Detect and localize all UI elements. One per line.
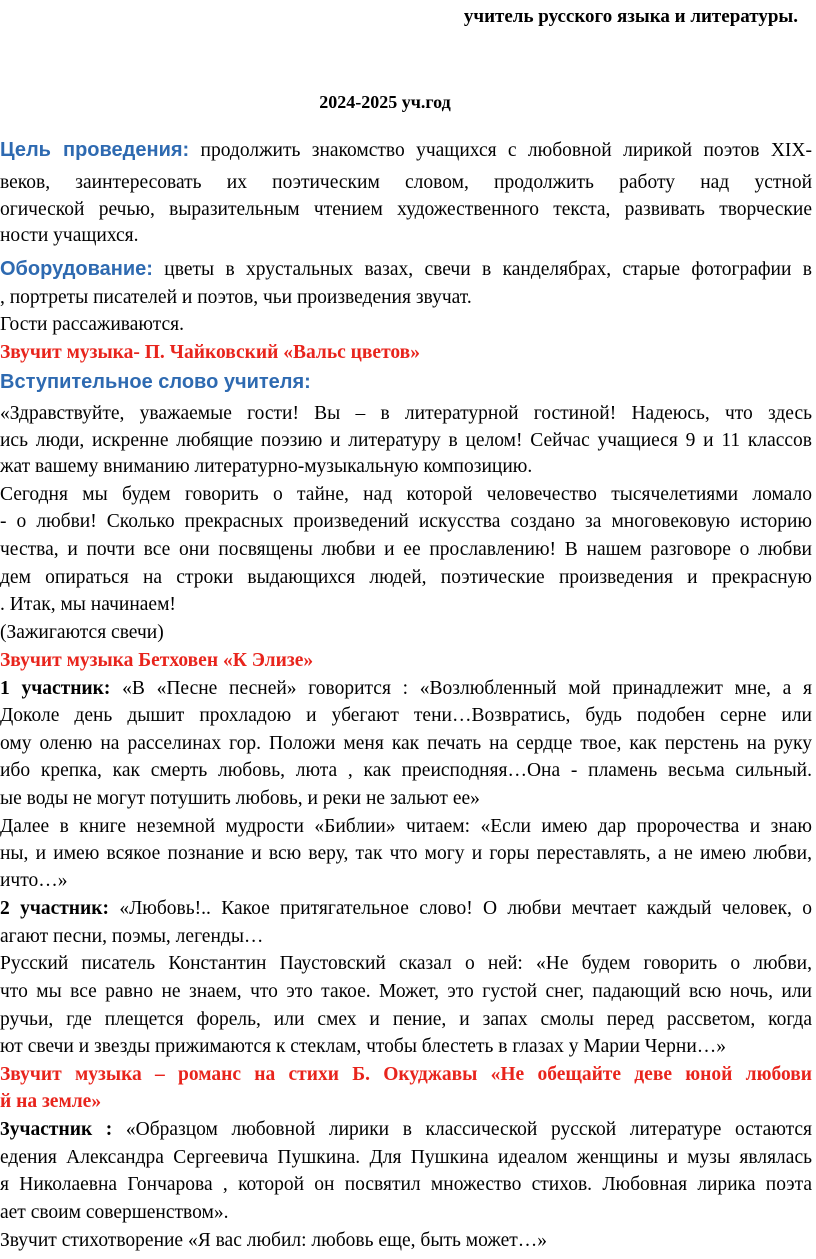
equipment-line-2: , портреты писателей и поэтов, чьи произведения звучат.: [0, 287, 472, 308]
candles-line: (Зажигаются свечи): [0, 622, 164, 643]
intro-heading: Вступительное слово учителя:: [0, 371, 311, 393]
participant1-line-8: ичто…»: [0, 870, 68, 891]
music-cue-2: Звучит музыка Бетховен «К Элизе»: [0, 650, 314, 671]
music-cue-1: Звучит музыка- П. Чайковский «Вальс цветов»: [0, 342, 420, 363]
equipment-label: Оборудование:: [0, 258, 153, 280]
participant1-line-4: ибо крепка, как смерть любовь, люта , как преисподняя…Она - пламень весьма сильный.: [0, 760, 812, 781]
intro-line-1: «Здравствуйте, уважаемые гости! Вы – в литературной гостиной! Надеюсь, что здесь: [0, 403, 812, 424]
intro-line-4: Сегодня мы будем говорить о тайне, над которой человечество тысячелетиями ломало: [0, 484, 812, 505]
goal-label: Цель проведения:: [0, 139, 190, 161]
participant1-line-3: ому оленю на расселинах гор. Положи меня как печать на сердце твое, как перстень на руку: [0, 733, 812, 754]
participant3-line-2: едения Александра Сергеевича Пушкина. Для Пушкина идеалом женщины и музы являлась: [0, 1147, 812, 1168]
intro-line-5: - о любви! Сколько прекрасных произведений искусства создано за многовековую историю: [0, 511, 812, 532]
music-cue-3-line-1: Звучит музыка – романс на стихи Б. Окуджавы «Не обещайте деве юной любови: [0, 1064, 812, 1085]
participant2-label: 2 участник:: [0, 898, 109, 919]
music-cue-3-line-2: й на земле»: [0, 1091, 102, 1112]
goal-line-2: веков, заинтересовать их поэтическим словом, продолжить работу над устной: [0, 172, 812, 193]
participant3-line-1: 3участник : «Образцом любовной лирики в классической русской литературе остаются: [0, 1119, 813, 1140]
participant3-label: 3участник :: [0, 1119, 113, 1140]
participant3-line-3: я Николаевна Гончарова , которой он посвятил множество стихов. Любовная лирика поэта: [0, 1174, 812, 1195]
participant1-line-6: Далее в книге неземной мудрости «Библии» читаем: «Если имею дар пророчества и знаю: [0, 816, 812, 837]
participant1-line-5: ые воды не могут потушить любовь, и реки не зальют ее»: [0, 788, 480, 809]
intro-line-8: . Итак, мы начинаем!: [0, 594, 176, 615]
intro-line-7: дем опираться на строки выдающихся людей, поэтические произведения и прекрасную: [0, 567, 812, 588]
school-year: 2024-2025 уч.год: [319, 92, 451, 112]
intro-line-3: жат вашему вниманию литературно-музыкальную композицию.: [0, 456, 533, 477]
intro-heading-line: [0, 369, 816, 396]
participant1-label: 1 участник:: [0, 678, 111, 699]
goal-line-4: ности учащихся.: [0, 225, 139, 246]
goal-line-3: огической речью, выразительным чтением художественного текста, развивать творческие: [0, 199, 812, 220]
participant1-line-7: ны, и имею всякое познание и всю веру, так что могу и горы переставлять, а не имею любви,: [0, 843, 812, 864]
guests-line: Гости рассаживаются.: [0, 314, 184, 335]
intro-line-2: ись люди, искренне любящие поэзию и литературу в целом! Сейчас учащиеся 9 и 11 классов: [0, 430, 812, 451]
participant1-line-1: 1 участник: «В «Песне песней» говорится : «Возлюбленный мой принадлежит мне, а я: [0, 678, 812, 699]
intro-line-6: чества, и почти все они посвящены любви и ее прославлению! В нашем разговоре о любви: [0, 539, 812, 560]
poem-line: Звучит стихотворение «Я вас любил: любовь еще, быть может…»: [0, 1230, 547, 1251]
participant2-line-6: ют свечи и звезды прижимаются к стеклам, чтобы блестеть в глазах у Марии Черни…»: [0, 1036, 727, 1057]
participant2-line-1: 2 участник: «Любовь!.. Какое притягательное слово! О любви мечтает каждый человек, о: [0, 898, 812, 919]
participant2-line-2: агают песни, поэмы, легенды…: [0, 926, 264, 947]
goal-line-1: Цель проведения: продолжить знакомство учащихся с любовной лирикой поэтов XIX-: [0, 139, 812, 161]
equipment-line-1: Оборудование: цветы в хрустальных вазах, свечи в канделябрах, старые фотографии в: [0, 258, 812, 280]
teacher-title: учитель русского языка и литературы.: [463, 6, 798, 27]
participant1-line-2: Доколе день дышит прохладою и убегают тени…Возвратись, будь подобен серне или: [0, 705, 812, 726]
participant3-line-4: ает своим совершенством».: [0, 1202, 229, 1223]
participant2-line-3: Русский писатель Константин Паустовский сказал о ней: «Не будем говорить о любви,: [0, 953, 812, 974]
participant2-line-5: ручьи, где плещется форель, или смех и пение, и запах смолы перед рассветом, когда: [0, 1009, 812, 1030]
participant2-line-4: что мы все равно не знаем, что это такое. Может, это густой снег, падающий всю ночь, или: [0, 981, 812, 1002]
